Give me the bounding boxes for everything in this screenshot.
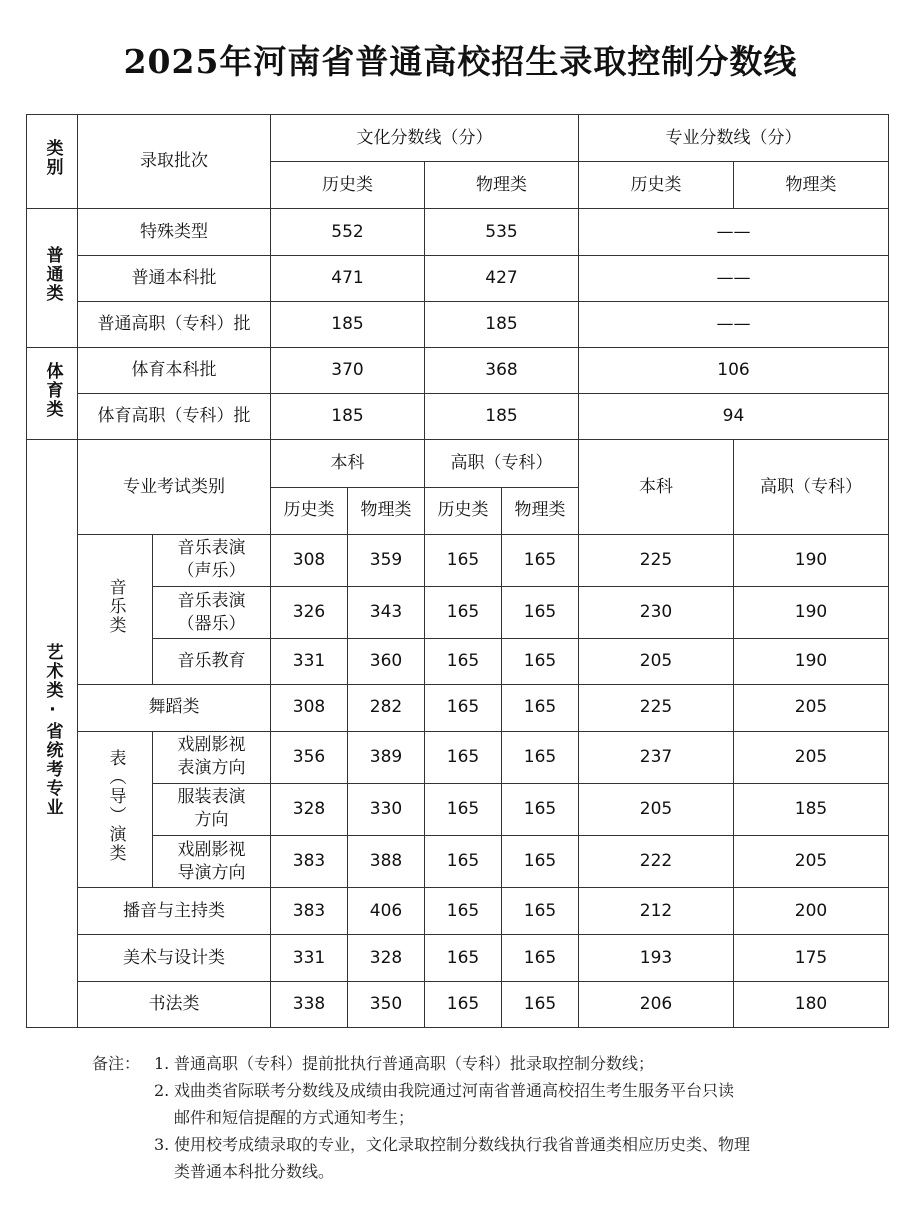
score-vocational-physics: 165: [502, 981, 579, 1027]
table-row: [27, 685, 889, 731]
score-major-vocational: 205: [734, 836, 889, 888]
score-history: 552: [271, 209, 425, 255]
header-vocational-physics: 物理类: [502, 487, 579, 534]
major-name: 音乐表演 （声乐）: [153, 534, 271, 586]
score-undergrad-physics: 388: [348, 836, 425, 888]
major-name: 美术与设计类: [78, 935, 271, 981]
score-major-undergrad: 237: [579, 731, 734, 783]
header-batch: 录取批次: [78, 115, 271, 209]
major-name: 戏剧影视 导演方向: [153, 836, 271, 888]
score-major: ——: [579, 301, 889, 347]
notes-label: 备注：: [92, 1054, 141, 1073]
note-number: 1.: [154, 1054, 170, 1073]
score-vocational-history: 165: [425, 534, 502, 586]
header-major-physics: 物理类: [734, 162, 889, 209]
major-name: 戏剧影视 表演方向: [153, 731, 271, 783]
header-culture-history: 历史类: [271, 162, 425, 209]
score-vocational-physics: 165: [502, 836, 579, 888]
score-undergrad-physics: 328: [348, 935, 425, 981]
table-row: [27, 836, 889, 888]
score-undergrad-physics: 282: [348, 685, 425, 731]
page-title: 2025年河南省普通高校招生录取控制分数线: [123, 42, 798, 81]
score-undergrad-physics: 350: [348, 981, 425, 1027]
score-undergrad-physics: 360: [348, 639, 425, 685]
score-history: 185: [271, 301, 425, 347]
batch-name: 普通本科批: [78, 255, 271, 301]
major-name: 服装表演 方向: [153, 783, 271, 835]
score-undergrad-history: 308: [271, 685, 348, 731]
score-major: 106: [579, 347, 889, 393]
score-major-undergrad: 205: [579, 783, 734, 835]
score-major: ——: [579, 255, 889, 301]
table-row: [27, 888, 889, 935]
header-undergrad-history: 历史类: [271, 487, 348, 534]
header-category: 类别: [27, 115, 78, 209]
score-vocational-physics: 165: [502, 888, 579, 935]
header-undergrad: 本科: [271, 440, 425, 487]
table-row: [27, 209, 889, 255]
major-name: 舞蹈类: [78, 685, 271, 731]
major-name: 音乐教育: [153, 639, 271, 685]
score-undergrad-physics: 343: [348, 586, 425, 638]
score-major-vocational: 190: [734, 586, 889, 638]
score-vocational-history: 165: [425, 836, 502, 888]
category-art: 艺术类·省统考专业: [27, 440, 78, 1028]
score-major-undergrad: 222: [579, 836, 734, 888]
score-physics: 427: [425, 255, 579, 301]
header-culture: 文化分数线（分）: [271, 115, 579, 162]
notes: [92, 1050, 872, 1185]
header-major-history: 历史类: [579, 162, 734, 209]
score-table: [26, 114, 889, 1028]
category-sports: 体育类: [27, 347, 78, 439]
header-undergrad-physics: 物理类: [348, 487, 425, 534]
score-vocational-history: 165: [425, 731, 502, 783]
score-undergrad-history: 328: [271, 783, 348, 835]
table-row: [27, 783, 889, 835]
table-row: [27, 347, 889, 393]
score-undergrad-history: 338: [271, 981, 348, 1027]
major-name: 音乐表演 （器乐）: [153, 586, 271, 638]
table-row: [27, 301, 889, 347]
score-vocational-physics: 165: [502, 935, 579, 981]
score-history: 185: [271, 394, 425, 440]
score-major: 94: [579, 394, 889, 440]
batch-name: 体育高职（专科）批: [78, 394, 271, 440]
note-text: 戏曲类省际联考分数线及成绩由我院通过河南省普通高校招生考生服务平台只读: [174, 1081, 735, 1100]
header-major-undergrad: 本科: [579, 440, 734, 534]
note-text: 类普通本科批分数线。: [174, 1162, 335, 1181]
score-major-undergrad: 206: [579, 981, 734, 1027]
note-text: 普通高职（专科）提前批执行普通高职（专科）批录取控制分数线；: [174, 1054, 655, 1073]
score-vocational-history: 165: [425, 783, 502, 835]
score-undergrad-physics: 359: [348, 534, 425, 586]
header-culture-physics: 物理类: [425, 162, 579, 209]
major-name: 播音与主持类: [78, 888, 271, 935]
category-general: 普通类: [27, 209, 78, 348]
score-undergrad-history: 383: [271, 836, 348, 888]
score-major-undergrad: 225: [579, 534, 734, 586]
score-undergrad-history: 326: [271, 586, 348, 638]
table-row: [27, 255, 889, 301]
header-major-vocational: 高职（专科）: [734, 440, 889, 534]
score-major-vocational: 200: [734, 888, 889, 935]
score-vocational-history: 165: [425, 685, 502, 731]
score-vocational-history: 165: [425, 639, 502, 685]
score-major-vocational: 185: [734, 783, 889, 835]
score-major-vocational: 205: [734, 731, 889, 783]
batch-name: 体育本科批: [78, 347, 271, 393]
score-physics: 185: [425, 394, 579, 440]
score-major-undergrad: 205: [579, 639, 734, 685]
music-group: 音乐类: [78, 534, 153, 685]
batch-name: 特殊类型: [78, 209, 271, 255]
table-row: [27, 394, 889, 440]
score-vocational-history: 165: [425, 888, 502, 935]
score-major-vocational: 180: [734, 981, 889, 1027]
score-major-undergrad: 212: [579, 888, 734, 935]
score-undergrad-history: 308: [271, 534, 348, 586]
table-row: [27, 586, 889, 638]
header-major: 专业分数线（分）: [579, 115, 889, 162]
score-undergrad-history: 383: [271, 888, 348, 935]
score-major: ——: [579, 209, 889, 255]
table-row: [27, 639, 889, 685]
batch-name: 普通高职（专科）批: [78, 301, 271, 347]
score-undergrad-physics: 406: [348, 888, 425, 935]
score-vocational-history: 165: [425, 981, 502, 1027]
header-exam-type: 专业考试类别: [78, 440, 271, 534]
score-vocational-physics: 165: [502, 685, 579, 731]
score-major-vocational: 190: [734, 639, 889, 685]
table-row: [27, 935, 889, 981]
score-major-vocational: 190: [734, 534, 889, 586]
score-undergrad-physics: 330: [348, 783, 425, 835]
note-text: 使用校考成绩录取的专业，文化录取控制分数线执行我省普通类相应历史类、物理: [174, 1135, 751, 1154]
score-vocational-physics: 165: [502, 731, 579, 783]
score-vocational-physics: 165: [502, 639, 579, 685]
score-major-vocational: 205: [734, 685, 889, 731]
score-undergrad-history: 356: [271, 731, 348, 783]
score-undergrad-history: 331: [271, 639, 348, 685]
table-row: [27, 731, 889, 783]
score-major-undergrad: 193: [579, 935, 734, 981]
note-text: 邮件和短信提醒的方式通知考生；: [174, 1108, 415, 1127]
score-undergrad-physics: 389: [348, 731, 425, 783]
note-number: 2.: [154, 1081, 170, 1100]
score-major-vocational: 175: [734, 935, 889, 981]
score-history: 370: [271, 347, 425, 393]
score-vocational-physics: 165: [502, 534, 579, 586]
score-physics: 368: [425, 347, 579, 393]
score-vocational-history: 165: [425, 586, 502, 638]
header-vocational: 高职（专科）: [425, 440, 579, 487]
score-vocational-physics: 165: [502, 783, 579, 835]
table-row: [27, 534, 889, 586]
major-name: 书法类: [78, 981, 271, 1027]
score-vocational-history: 165: [425, 935, 502, 981]
score-undergrad-history: 331: [271, 935, 348, 981]
perform-group: 表（导）演类: [78, 731, 153, 888]
score-vocational-physics: 165: [502, 586, 579, 638]
table-row: [27, 981, 889, 1027]
score-physics: 535: [425, 209, 579, 255]
score-history: 471: [271, 255, 425, 301]
note-number: 3.: [154, 1135, 170, 1154]
score-physics: 185: [425, 301, 579, 347]
score-major-undergrad: 225: [579, 685, 734, 731]
score-major-undergrad: 230: [579, 586, 734, 638]
header-vocational-history: 历史类: [425, 487, 502, 534]
